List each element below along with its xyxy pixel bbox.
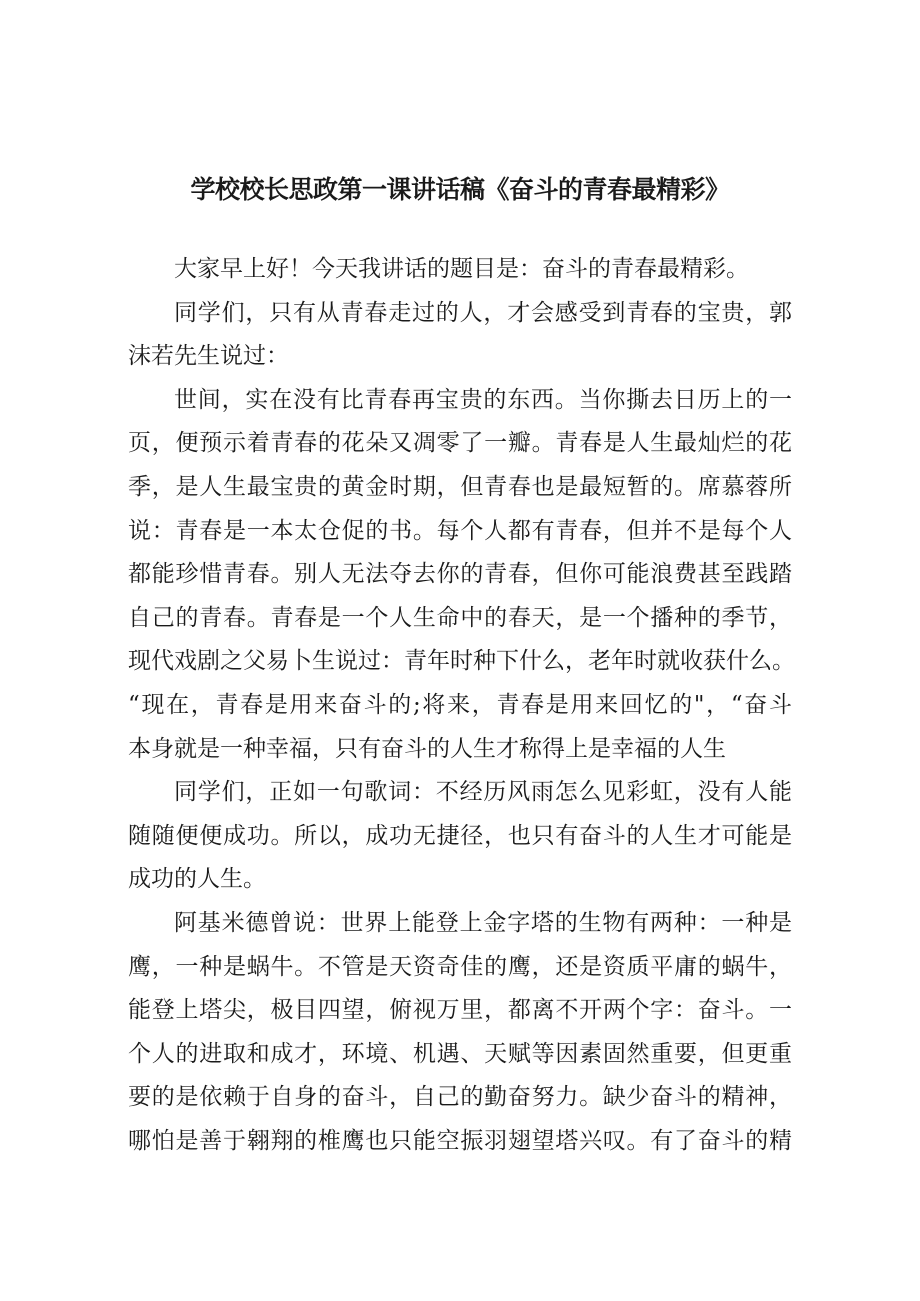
text-line: 能登上塔尖，极目四望，俯视万里，都离不开两个字：奋斗。一: [128, 997, 792, 1024]
text-line: 成功的人生。: [128, 866, 266, 893]
text-line: 阿基米德曾说：世界上能登上金字塔的生物有两种：一种是: [174, 909, 792, 936]
text-line: 随随便便成功。所以，成功无捷径，也只有奋斗的人生才可能是: [128, 822, 792, 849]
document-body: [128, 248, 795, 1163]
document-title: 学校校长思政第一课讲话稿《奋斗的青春最精彩》: [190, 175, 730, 204]
text-line: 同学们，正如一句歌词：不经历风雨怎么见彩虹，没有人能: [174, 779, 792, 806]
text-line: 哪怕是善于翱翔的椎鹰也只能空振羽翅望塔兴叹。有了奋斗的精: [128, 1127, 792, 1154]
text-line: 同学们，只有从青春走过的人，才会感受到青春的宝贵，郭: [174, 299, 792, 326]
text-line: 大家早上好！今天我讲话的题目是：奋斗的青春最精彩。: [174, 256, 749, 282]
text-line: 季，是人生最宝贵的黄金时期，但青春也是最短暂的。席慕蓉所: [128, 473, 792, 500]
text-line: 说：青春是一本太仓促的书。每个人都有青春，但并不是每个人: [128, 517, 792, 544]
text-line: 自己的青春。青春是一个人生命中的春天，是一个播种的季节，: [128, 604, 792, 631]
text-line: 沫若先生说过：: [128, 343, 289, 370]
text-line: 都能珍惜青春。别人无法夺去你的青春，但你可能浪费甚至践踏: [128, 561, 792, 588]
text-line: “现在，青春是用来奋斗的;将来，青春是用来回忆的"，“奋斗: [128, 691, 792, 718]
text-line: 页，便预示着青春的花朵又凋零了一瓣。青春是人生最灿烂的花: [128, 430, 792, 457]
text-line: 个人的进取和成才，环境、机遇、天赋等因素固然重要，但更重: [128, 1040, 792, 1067]
text-line: 鹰，一种是蜗牛。不管是天资奇佳的鹰，还是资质平庸的蜗牛，: [128, 953, 792, 980]
text-line: 要的是依赖于自身的奋斗，自己的勤奋努力。缺少奋斗的精神，: [128, 1084, 792, 1111]
text-line: 本身就是一种幸福，只有奋斗的人生才称得上是幸福的人生: [128, 735, 726, 762]
text-line: 世间，实在没有比青春再宝贵的东西。当你撕去日历上的一: [174, 386, 792, 413]
text-line: 现代戏剧之父易卜生说过：青年时种下什么，老年时就收获什么。: [128, 648, 795, 675]
